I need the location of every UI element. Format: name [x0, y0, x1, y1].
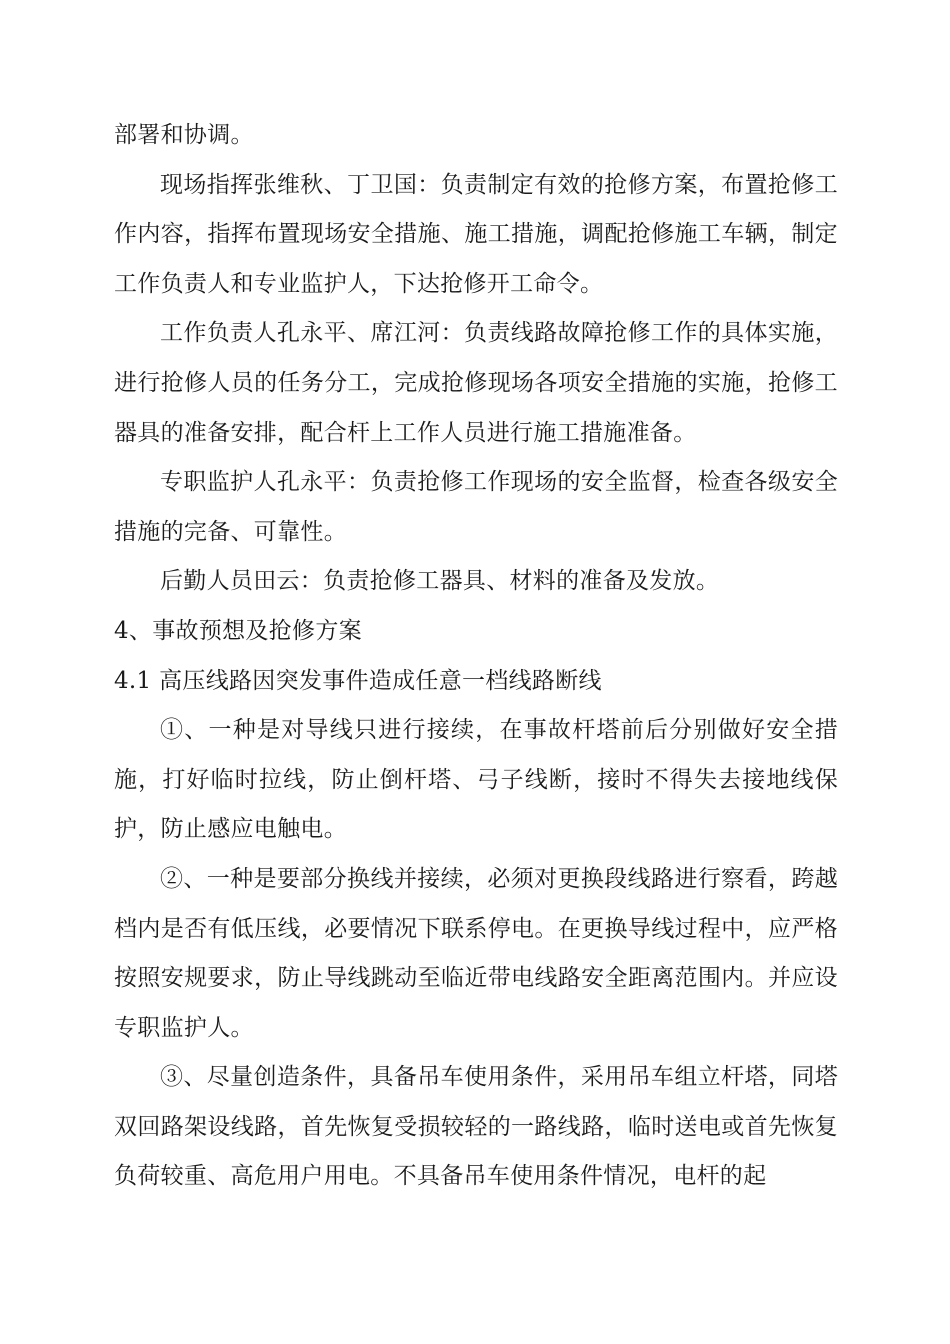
- paragraph-site-commander: 现场指挥张维秋、丁卫国：负责制定有效的抢修方案，布置抢修工作内容，指挥布置现场安全措施、施工措施，调配抢修施工车辆，制定工作负责人和专业监护人，下达抢修开工命令。: [114, 171, 838, 297]
- paragraph-item-1: ①、一种是对导线只进行接续，在事故杆塔前后分别做好安全措施，打好临时拉线，防止倒杆塔、弓子线断，接时不得失去接地线保护，防止感应电触电。: [114, 717, 838, 843]
- section-heading: 4、事故预想及抢修方案: [114, 617, 362, 644]
- paragraph-work-leader: 工作负责人孔永平、席江河：负责线路故障抢修工作的具体实施，进行抢修人员的任务分工，完成抢修现场各项安全措施的实施，抢修工器具的准备安排，配合杆上工作人员进行施工措施准备。: [114, 320, 838, 446]
- document-body: [114, 111, 838, 1202]
- paragraph-item-3: ③、尽量创造条件，具备吊车使用条件，采用吊车组立杆塔，同塔双回路架设线路，首先恢复受损较轻的一路线路，临时送电或首先恢复负荷较重、高危用户用电。不具备吊车使用条件情况，电杆的起: [114, 1064, 838, 1190]
- paragraph-closing-line: 部署和协调。: [114, 122, 254, 148]
- paragraph-safety-supervisor: 专职监护人孔永平：负责抢修工作现场的安全监督，检查各级安全措施的完备、可靠性。: [114, 469, 838, 545]
- paragraph-item-2: ②、一种是要部分换线并接续，必须对更换段线路进行察看，跨越档内是否有低压线，必要情况下联系停电。在更换导线过程中，应严格按照安规要求，防止导线跳动至临近带电线路安全距离范围内。并应设专职监护人。: [114, 865, 838, 1041]
- paragraph-logistics: 后勤人员田云：负责抢修工器具、材料的准备及发放。: [160, 568, 720, 595]
- subsection-heading: 4.1 高压线路因突发事件造成任意一档线路断线: [114, 667, 602, 694]
